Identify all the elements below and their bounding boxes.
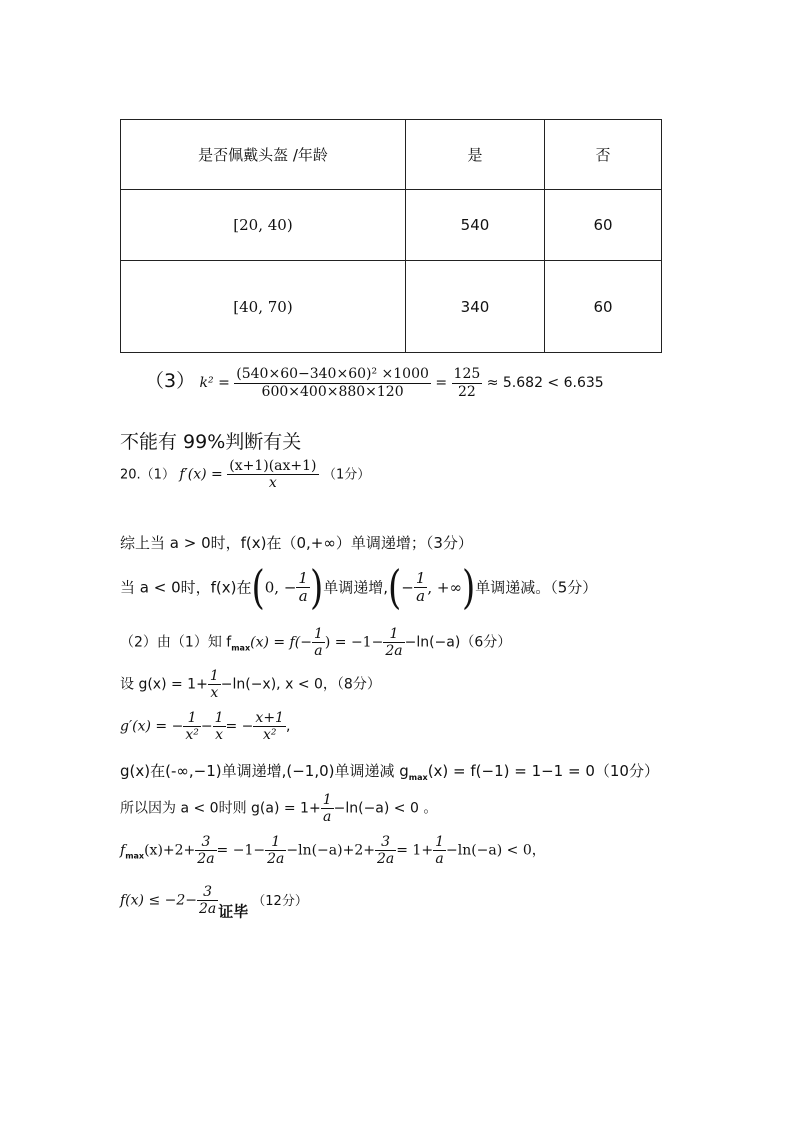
fraction-denominator: 2a xyxy=(385,643,403,660)
text: = − xyxy=(225,718,254,735)
line-ga xyxy=(120,792,437,825)
fraction-denominator: a xyxy=(416,587,426,606)
fraction-numerator: 1 xyxy=(435,834,444,850)
qed-text: 证毕 xyxy=(218,902,249,921)
fraction xyxy=(321,792,334,825)
fraction-denominator: x² xyxy=(185,727,199,744)
fraction xyxy=(208,668,221,701)
fraction-denominator: 2a xyxy=(197,851,215,868)
fraction xyxy=(312,626,325,659)
fraction-numerator: 3 xyxy=(195,834,216,851)
chi-square-formula xyxy=(145,366,604,400)
table-header-row xyxy=(121,120,662,190)
formula-lhs: f′(x) = xyxy=(179,466,223,483)
fraction-numerator: 1 xyxy=(415,569,426,587)
line-define-g xyxy=(120,668,381,701)
text: = −1− xyxy=(216,842,266,859)
text: 设 g(x) = 1+ xyxy=(120,676,208,693)
fraction-denominator: x² xyxy=(262,727,277,744)
fraction xyxy=(296,570,310,606)
fraction-denominator: x xyxy=(210,685,219,702)
fraction-denominator: a xyxy=(322,809,332,826)
fraction-numerator: 1 xyxy=(383,626,404,643)
fraction xyxy=(375,834,396,867)
fraction-numerator: 1 xyxy=(322,792,332,808)
text: 单调递减。（5分） xyxy=(475,578,598,597)
table-cell: 340 xyxy=(406,261,545,353)
text: ) = −1− xyxy=(324,634,384,651)
text: − xyxy=(401,578,414,597)
table-row xyxy=(121,261,662,353)
text: 单调递增, xyxy=(323,578,388,597)
fraction-denominator: a xyxy=(298,587,308,606)
fraction xyxy=(265,834,286,867)
fraction-denominator: 2a xyxy=(199,901,217,918)
equals-sign: = xyxy=(435,375,448,391)
text: g′(x) = − xyxy=(120,718,184,735)
line-gmax xyxy=(120,760,659,782)
text: , xyxy=(285,718,291,735)
text: （2）由（1）知 f xyxy=(120,634,232,651)
fraction-numerator: 1 xyxy=(209,668,219,684)
fraction-denominator: 2a xyxy=(376,851,395,868)
table-cell: 60 xyxy=(545,261,662,353)
line-monotonic xyxy=(120,560,598,615)
text: (x)+2+ xyxy=(144,842,196,859)
subscript: max xyxy=(125,851,145,861)
fraction xyxy=(414,570,428,606)
table-cell: 60 xyxy=(545,190,662,261)
q20-derivative xyxy=(120,458,370,491)
text: , +∞ xyxy=(427,578,462,597)
score-note: （1分） xyxy=(322,467,371,483)
data-table xyxy=(120,119,662,353)
fraction-denominator: x xyxy=(215,727,223,744)
fraction-denominator: x xyxy=(268,475,277,492)
text: 0, − xyxy=(264,578,297,597)
fraction xyxy=(253,710,286,743)
paren: ) xyxy=(309,560,324,615)
part-label: （3） xyxy=(145,370,196,392)
fraction-numerator: 1 xyxy=(313,626,323,642)
line-fmax xyxy=(120,626,511,659)
text: (x) = f(− xyxy=(250,634,312,651)
text: 所以因为 a < 0时则 g(a) = 1+ xyxy=(120,800,321,817)
text: −ln(−a)（6分） xyxy=(404,634,512,651)
fraction xyxy=(213,710,226,743)
text: −ln(−a) < 0 。 xyxy=(333,800,438,817)
fraction xyxy=(383,626,404,659)
paren: ) xyxy=(462,560,476,615)
fraction-numerator: x+1 xyxy=(255,710,284,726)
fraction xyxy=(197,884,218,917)
text: (x) = f(−1) = 1−1 = 0（10分） xyxy=(427,762,659,780)
paren: ( xyxy=(251,560,265,615)
text: − xyxy=(200,718,213,735)
fraction xyxy=(195,834,216,867)
table-header-cell: 是否佩戴头盔 /年龄 xyxy=(121,120,406,190)
fraction-numerator: (x+1)(ax+1) xyxy=(229,458,317,474)
fraction-numerator: 1 xyxy=(265,834,286,851)
text: −ln(−x), x < 0，（8分） xyxy=(220,676,381,693)
text: = 1+ xyxy=(396,842,434,859)
formula-lhs: k² = xyxy=(199,375,230,391)
table-row xyxy=(121,190,662,261)
fraction-numerator: 1 xyxy=(298,569,308,587)
fraction-numerator: 1 xyxy=(214,710,224,726)
formula-result: ≈ 5.682 < 6.635 xyxy=(486,375,604,391)
conclusion-text: 不能有 99%判断有关 xyxy=(120,431,302,453)
question-label: 20.（1） xyxy=(120,467,175,483)
table-cell: [20, 40) xyxy=(121,190,406,261)
fraction-numerator: (540×60−340×60)² ×1000 xyxy=(236,366,429,383)
paren: ( xyxy=(388,560,402,615)
text: f xyxy=(120,842,126,859)
subscript: max xyxy=(408,773,428,782)
fraction-denominator: a xyxy=(314,643,323,660)
fraction xyxy=(452,366,483,399)
fraction-denominator: a xyxy=(435,851,444,868)
text: 当 a < 0时，f(x)在 xyxy=(120,578,252,597)
line-increasing: 综上当 a > 0时，f(x)在（0,+∞）单调递增；（3分） xyxy=(120,534,473,552)
line-final xyxy=(120,884,308,922)
fraction xyxy=(227,458,318,491)
table-header-cell: 是 xyxy=(406,120,545,190)
line-fmax-sum xyxy=(120,834,546,867)
fraction xyxy=(183,710,201,743)
text: f(x) ≤ −2− xyxy=(120,892,197,909)
table-cell: [40, 70) xyxy=(121,261,406,353)
line-gprime xyxy=(120,710,290,743)
text: g(x)在(-∞,−1)单调递增,(−1,0)单调递减 g xyxy=(120,762,409,780)
text: −ln(−a)+2+ xyxy=(286,842,375,859)
fraction xyxy=(234,366,431,399)
fraction xyxy=(433,834,446,867)
fraction-numerator: 125 xyxy=(453,366,481,383)
score-note: （12分） xyxy=(252,893,308,909)
table-cell: 540 xyxy=(406,190,545,261)
fraction-numerator: 3 xyxy=(197,884,218,901)
fraction-denominator: 600×400×880×120 xyxy=(261,383,404,400)
fraction-numerator: 3 xyxy=(375,834,396,851)
fraction-numerator: 1 xyxy=(183,710,201,727)
text: −ln(−a) < 0， xyxy=(445,842,546,859)
fraction-denominator: 22 xyxy=(457,383,476,400)
subscript: max xyxy=(231,643,251,653)
table-header-cell: 否 xyxy=(545,120,662,190)
fraction-denominator: 2a xyxy=(267,851,285,868)
